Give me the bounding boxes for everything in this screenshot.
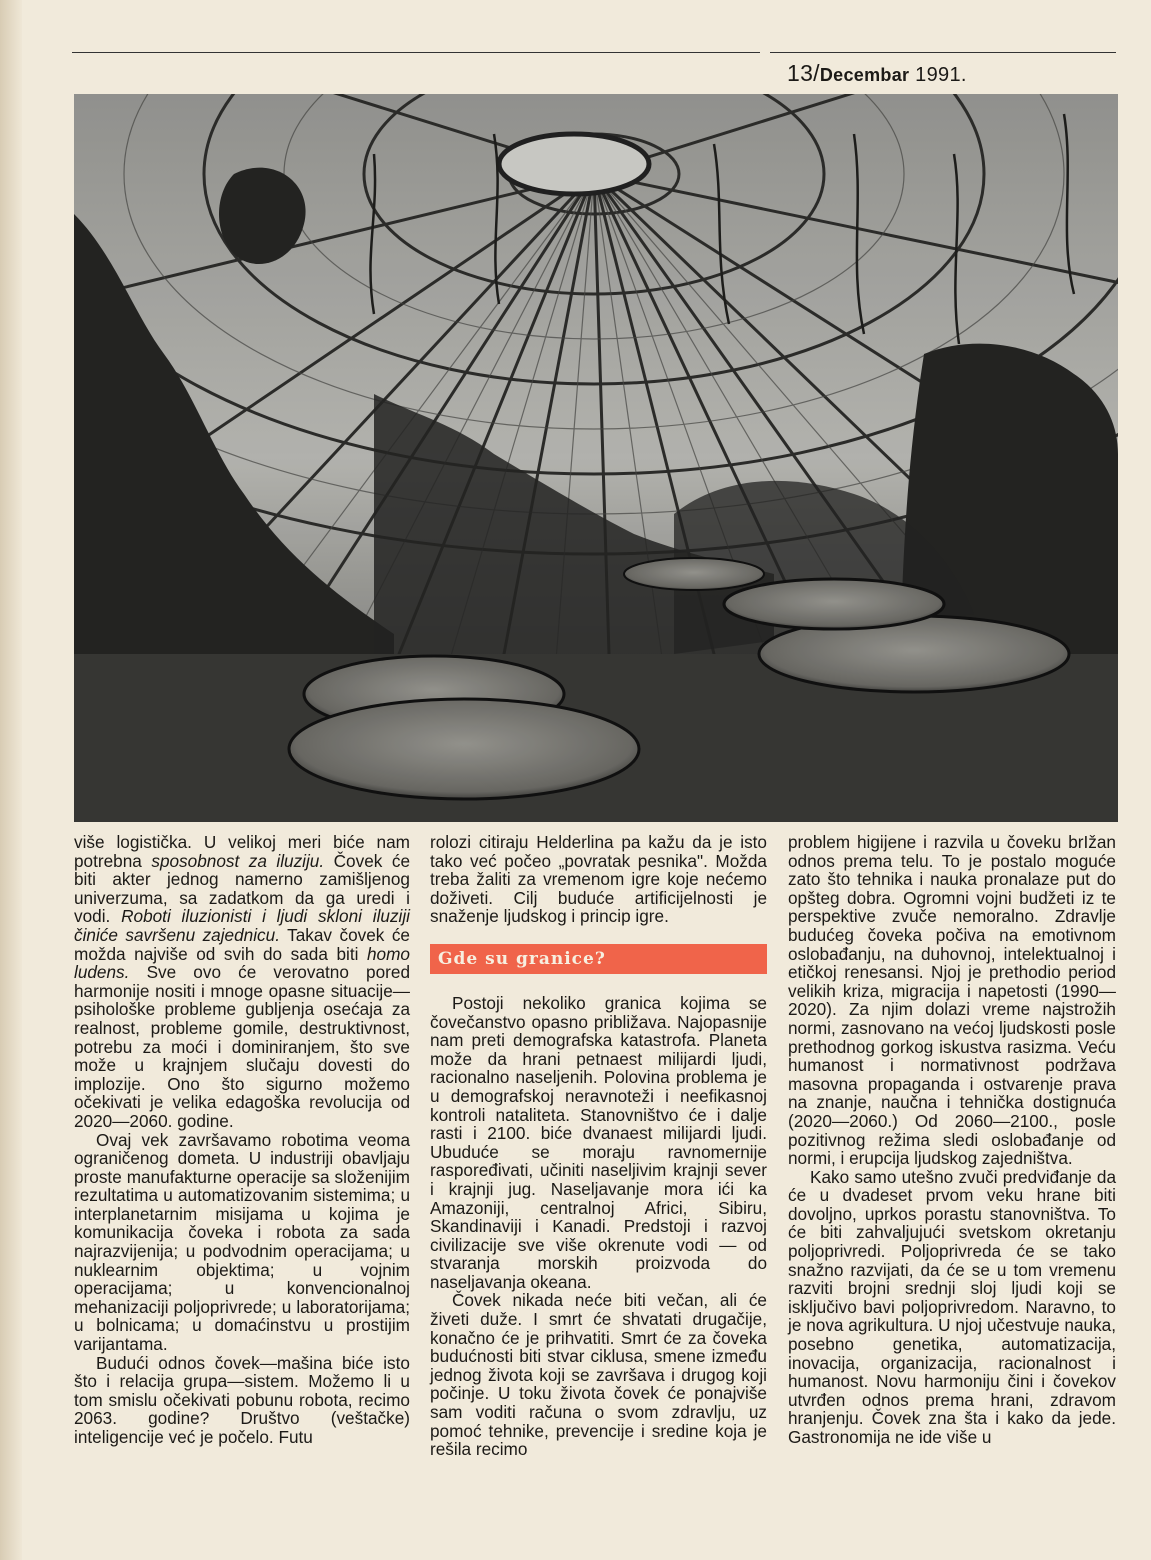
col2-paragraph-1: rolozi citiraju Helderlina pa kažu da je isto tako već počeo „povratak pesnika". Možda treba žaliti za vremenom igre koje nećemo doživeti. Cilj buduće artificijelnosti je snaženje ljudskog i princip igre. [430, 832, 767, 927]
section-subheading: Gde su granice? [430, 944, 767, 974]
col2-paragraph-3: Čovek nikada neće biti večan, ali će živeti duže. I smrt će shvatati drugačije, konačno će je prihvatiti. Smrt će za čoveka budućnosti biti stvar ciklusa, smene između jednog života koji se završava i drugog koji počinje. U toku života čovek će ponajviše sam voditi računa o svom zdravlju, uz pomoć tehnike, prevencije i sredine koja je rešila recimo [430, 1290, 767, 1460]
article-column-2 [430, 833, 767, 1459]
col1-paragraph-2: Ovaj vek završavamo robotima veoma ograničenog dometa. U industriji obavljaju proste manufakturne operacije sa složenijim rezultatima u automatizovanim sistemima; u interplanetarnim misijama u kojima je komunikacija čoveka i robota za sada najrazvijenija; u podvodnim operacijama; u nuklearnim objektima; u vojnim operacijama; u konvencionalnoj mehanizaciji poljoprivrede; u laboratorijama; u bolnicama; u domaćinstvu u prostijim varijantama. [74, 1129, 410, 1355]
col1-p1-italic-3: homo ludens. [74, 943, 410, 983]
page-gutter-shadow [0, 0, 22, 1560]
col1-p1-italic-1: sposobnost za iluziju. [151, 850, 325, 871]
col1-p1-text-d: Sve ovo će verovatno pored harmonije nositi i mnoge opasne situacije—psihološke probleme gubljenja osećaja za realnost, probleme gomile, destruktivnost, potrebu za moći i dominiranjem, što sve može u krajnjem slučaju dovesti do implozije. Ono što sigurno možemo očekivati je velika edagoška revolucija od 2020—2060. godine. [74, 962, 410, 1131]
col3-paragraph-2: Kako samo utešno zvuči predviđanje da će u dvadeset prvom veku hrane biti dovoljno, uprkos porastu stanovništva. To će biti zahvaljujući svetskom okretanju poljoprivredi. Poljoprivreda će se tako snažno razvijati, da će se u tom vremenu razviti brojni srednji sloj ljudi koji se isključivo bavi poljoprivredom. Naravno, to je nova agrikultura. U njoj učestvuje nauka, posebno genetika, automatizacija, inovacija, organizacija, racionalnost i humanost. Novu harmoniju čini i čovekov utvrđen odnos prema hrani, zdravom hranjenju. Čovek zna šta i kako da jede. Gastronomija ne ide više u [788, 1166, 1116, 1447]
issue-year: 1991. [909, 64, 967, 86]
header-rule-right [770, 52, 1116, 53]
header-rule-left [72, 52, 760, 53]
col1-paragraph-1 [74, 833, 410, 1131]
col2-paragraph-2: Postoji nekoliko granica kojima se čovečanstvo opasno približava. Najopasnije nam preti demografska katastrofa. Planeta može da hrani petnaest milijardi ljudi, racionalno naseljenih. Polovina problema je u demografskoj neravnoteži i neefikasnoj kontroli nataliteta. Stanovništvo će i dalje rasti i 2100. biće dvanaest milijardi ljudi. Ubuduće se moraju ravnomernije raspoređivati, učiniti naseljivim krajnji sever i krajnji jug. Naseljavanje mora ići ka Amazoniji, centralnoj Africi, Sibiru, Skandinaviji i Kanadi. Predstoji i razvoj civilizacije sve više okrenute vodi — od stvaranja morskih proizvoda do naseljavanja okeana. [430, 992, 767, 1292]
page-folio [787, 60, 967, 87]
greenhouse-photo [74, 94, 1118, 822]
col1-p1-text-a: više logistička. U velikoj meri biće nam potrebna [74, 832, 410, 871]
col1-paragraph-3: Budući odnos čovek—mašina biće isto što i relacija grupa—sistem. Možemo li u tom smislu očekivati pobunu robota, recimo 2063. godine? Društvo (veštačke) inteligencije već je počelo. Futu [74, 1352, 410, 1447]
issue-month: Decembar [819, 65, 910, 85]
col1-p1-text-c: Takav čovek će možda najviše od svih do sada biti [74, 924, 410, 964]
article-column-3 [788, 833, 1116, 1447]
greenhouse-dome-photo-icon [74, 94, 1118, 822]
article-column-1 [74, 833, 410, 1447]
col1-p1-text-b: Čovek će biti akter jednog namerno zamišljenog univerzuma, sa zadatkom da ga uredi i vodi. [74, 850, 411, 927]
col1-p1-italic-2: Roboti iluzionisti i ljudi skloni iluziji činiće savršenu zajednicu. [74, 906, 410, 945]
col3-paragraph-1: problem higijene i razvila u čoveku brIžan odnos prema telu. To je postalo moguće zato što tehnika i nauka pronalaze put do opšteg dobra. Ogromni vojni budžeti iz te perspektive zvuče nemoralno. Zdravlje budućeg čoveka počiva na emotivnom oslobađanju, na duhovnoj, intelektualnoj i etičkoj renesansi. Njoj je prethodio period velikih kriza, migracija i napetosti (1990—2020). Za njim dolazi vreme najstrožih normi, zasnovano na većoj ljudskosti posle prethodnog gorkog iskustva rasizma. Veću humanost i normativnost podržava masovna propaganda i ostvarenje prava na znanje, naučna i tehnička dostignuća (2020—2060.) Od 2060—2100., posle pozitivnog režima sledi oslobađanje od normi, i erupcija ljudskog zajedništva. [788, 832, 1116, 1169]
page-number: 13/ [787, 60, 820, 86]
